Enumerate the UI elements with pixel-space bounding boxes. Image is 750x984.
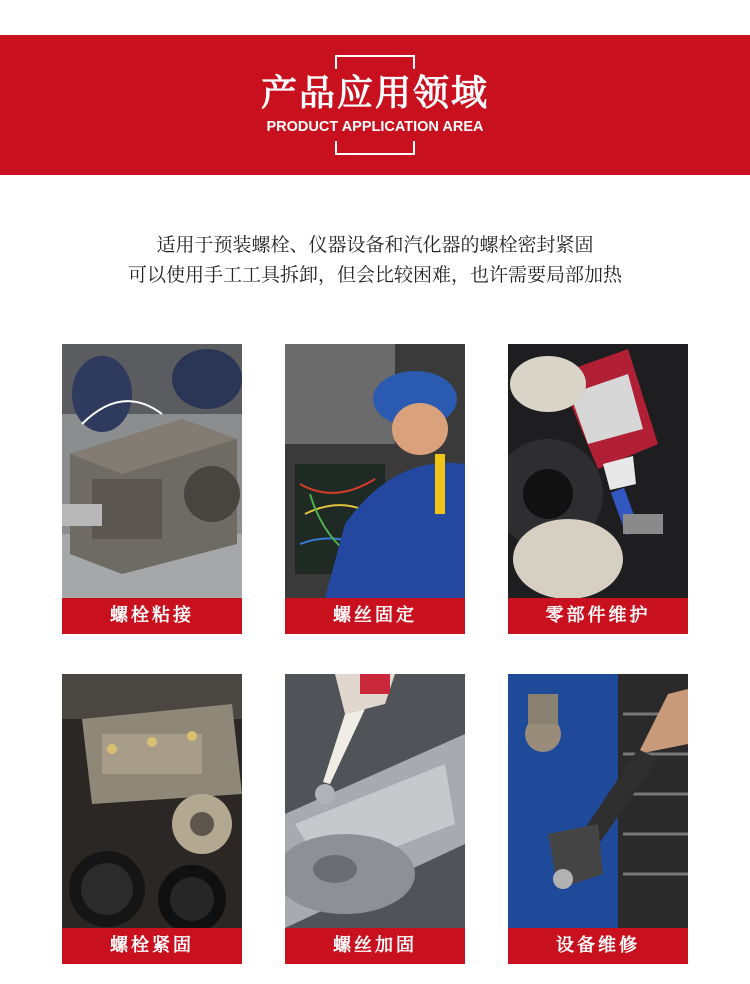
description-line-1: 适用于预装螺栓、仪器设备和汽化器的螺栓密封紧固 bbox=[156, 234, 594, 256]
card-caption: 设备维修 bbox=[508, 928, 688, 964]
wrench-photo bbox=[508, 674, 688, 928]
description-line-2: 可以使用手工工具拆卸，但会比较困难，也许需要局部加热 bbox=[127, 264, 622, 286]
card-caption: 螺栓紧固 bbox=[62, 928, 242, 964]
page-subtitle: PRODUCT APPLICATION AREA bbox=[266, 119, 484, 135]
page-title: 产品应用领域 bbox=[260, 73, 489, 114]
card-caption: 螺栓粘接 bbox=[62, 598, 242, 634]
applicator-photo bbox=[285, 674, 465, 928]
application-card-screw-reinforcing bbox=[285, 674, 465, 964]
application-card-equipment-repair bbox=[508, 674, 688, 964]
application-card-screw-fixing bbox=[285, 344, 465, 634]
engine-photo bbox=[62, 674, 242, 928]
application-card-bolt-bonding bbox=[62, 344, 242, 634]
application-card-bolt-tightening bbox=[62, 674, 242, 964]
application-card-parts-maintenance bbox=[508, 344, 688, 634]
card-caption: 螺丝加固 bbox=[285, 928, 465, 964]
motor-photo bbox=[62, 344, 242, 598]
card-caption: 零部件维护 bbox=[508, 598, 688, 634]
adhesive-bottle-photo bbox=[508, 344, 688, 598]
card-caption: 螺丝固定 bbox=[285, 598, 465, 634]
wiring-photo bbox=[285, 344, 465, 598]
